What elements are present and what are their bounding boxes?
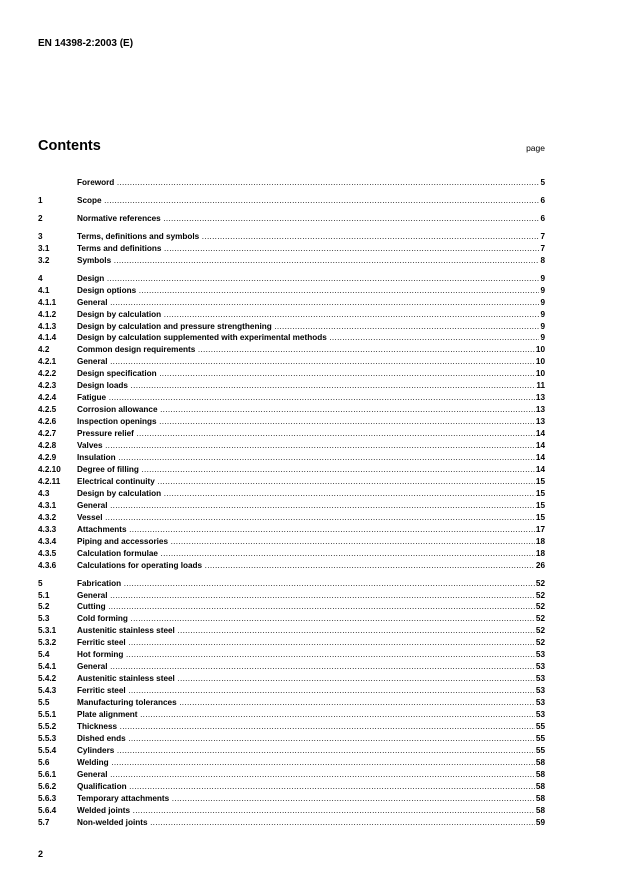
- toc-entry[interactable]: [38, 709, 545, 721]
- toc-entry-number: 4.2.7: [38, 429, 57, 439]
- toc-entry-title: Design options .....: [77, 285, 539, 297]
- toc-entry-title: Thickness .....: [77, 721, 535, 733]
- toc-entry-page: 9: [540, 273, 545, 283]
- toc-entry-title: General .....: [77, 590, 535, 602]
- toc-entry-page: 52: [535, 638, 545, 648]
- toc-entry-page: 59: [535, 817, 545, 827]
- toc-entry[interactable]: [38, 536, 545, 548]
- toc-entry[interactable]: [38, 177, 545, 189]
- toc-entry-page: 11: [536, 381, 545, 391]
- toc-group: [38, 231, 545, 267]
- toc-entry-page: 53: [535, 662, 545, 672]
- toc-entry-number: 4.2.1: [38, 357, 57, 367]
- toc-entry-page: 53: [535, 710, 545, 720]
- toc-entry-number: 5.5: [38, 698, 50, 708]
- toc-entry[interactable]: [38, 649, 545, 661]
- toc-entry-title: General .....: [77, 661, 535, 673]
- toc-entry[interactable]: [38, 285, 545, 297]
- toc-entry[interactable]: [38, 781, 545, 793]
- toc-entry-number: 4.3.6: [38, 560, 57, 570]
- toc-entry-title: Non-welded joints .....: [77, 817, 535, 829]
- toc-entry-title: Insulation .....: [77, 452, 535, 464]
- toc-entry-number: 4.3.5: [38, 548, 57, 558]
- toc-entry[interactable]: [38, 344, 545, 356]
- toc-entry-number: 4.1.4: [38, 333, 57, 343]
- toc-entry[interactable]: [38, 685, 545, 697]
- toc-entry-title: Common design requirements .....: [77, 344, 535, 356]
- toc-entry-number: 4.2.6: [38, 417, 57, 427]
- toc-entry-title: Terms, definitions and symbols .....: [77, 231, 539, 243]
- toc-entry-number: 4.2.2: [38, 369, 57, 379]
- toc-entry-page: 58: [535, 805, 545, 815]
- toc-entry[interactable]: [38, 368, 545, 380]
- toc-entry-number: 5.3.2: [38, 638, 57, 648]
- toc-entry-number: 3: [38, 231, 43, 241]
- toc-entry[interactable]: [38, 332, 545, 344]
- toc-entry-number: 4.2: [38, 345, 50, 355]
- toc-entry-title: General .....: [77, 356, 535, 368]
- toc-entry-title: General .....: [77, 500, 535, 512]
- toc-entry-page: 26: [535, 560, 545, 570]
- toc-entry-page: 55: [535, 733, 545, 743]
- toc-entry[interactable]: [38, 793, 545, 805]
- toc-entry-page: 18: [535, 536, 545, 546]
- toc-entry-page: 6: [540, 195, 545, 205]
- toc-group: [38, 578, 545, 829]
- toc-entry-number: 4.2.4: [38, 393, 57, 403]
- toc-entry-page: 9: [540, 309, 545, 319]
- toc-entry[interactable]: [38, 637, 545, 649]
- toc-entry[interactable]: [38, 416, 545, 428]
- toc-entry-page: 9: [540, 297, 545, 307]
- toc-entry[interactable]: [38, 613, 545, 625]
- toc-entry-title: Electrical continuity .....: [77, 476, 535, 488]
- toc-entry[interactable]: [38, 404, 545, 416]
- toc-entry[interactable]: [38, 601, 545, 613]
- toc-entry-page: 53: [535, 698, 545, 708]
- toc-entry-title: Scope .....: [77, 195, 539, 207]
- toc-entry-title: Qualification .....: [77, 781, 535, 793]
- toc-entry-number: 5.4.3: [38, 686, 57, 696]
- toc-entry-title: Piping and accessories .....: [77, 536, 535, 548]
- toc-entry-page: 15: [535, 500, 545, 510]
- toc-entry-number: 5.4.1: [38, 662, 57, 672]
- toc-entry[interactable]: [38, 721, 545, 733]
- toc-entry-number: 4.1.1: [38, 297, 57, 307]
- toc-entry-number: 3.1: [38, 243, 50, 253]
- toc-entry-page: 53: [535, 686, 545, 696]
- toc-entry-number: 5.4.2: [38, 674, 57, 684]
- toc-entry[interactable]: [38, 321, 545, 333]
- toc-entry-number: 4.2.11: [38, 476, 61, 486]
- toc-entry-number: 4.3.4: [38, 536, 57, 546]
- toc-entry-page: 58: [535, 793, 545, 803]
- toc-entry[interactable]: [38, 697, 545, 709]
- toc-entry-title: Foreword .....: [77, 177, 539, 189]
- toc-entry-page: 13: [535, 393, 545, 403]
- toc-entry-title: Fatigue .....: [77, 392, 535, 404]
- toc-entry[interactable]: [38, 255, 545, 267]
- toc-entry-page: 13: [535, 405, 545, 415]
- toc-entry-title: Design by calculation supplemented with experimental methods .....: [77, 332, 539, 344]
- toc-entry[interactable]: [38, 757, 545, 769]
- toc-entry[interactable]: [38, 356, 545, 368]
- toc-entry[interactable]: [38, 243, 545, 255]
- toc-entry-number: 5.6.2: [38, 781, 57, 791]
- toc-entry-number: 5.6.1: [38, 769, 57, 779]
- toc-entry-title: Cylinders .....: [77, 745, 535, 757]
- toc-entry[interactable]: [38, 560, 545, 572]
- toc-entry-title: Degree of filling .....: [77, 464, 535, 476]
- toc-entry-number: 5.6.4: [38, 805, 57, 815]
- toc-entry[interactable]: [38, 231, 545, 243]
- toc-entry[interactable]: [38, 273, 545, 285]
- page-title: Contents: [38, 138, 101, 154]
- toc-entry[interactable]: [38, 733, 545, 745]
- toc-entry[interactable]: [38, 805, 545, 817]
- toc-entry[interactable]: [38, 428, 545, 440]
- toc-entry-page: 55: [535, 745, 545, 755]
- toc-entry-title: Symbols .....: [77, 255, 539, 267]
- toc-entry-page: 7: [540, 243, 545, 253]
- toc-entry[interactable]: [38, 464, 545, 476]
- toc-entry-title: Inspection openings .....: [77, 416, 535, 428]
- toc-entry-page: 53: [535, 674, 545, 684]
- toc-entry[interactable]: [38, 476, 545, 488]
- toc-entry-page: 55: [535, 721, 545, 731]
- toc-entry-title: Calculation formulae .....: [77, 548, 535, 560]
- toc-entry-page: 58: [535, 769, 545, 779]
- toc-entry-number: 4.3.2: [38, 512, 57, 522]
- toc-entry[interactable]: [38, 673, 545, 685]
- toc-entry-number: 5.3.1: [38, 626, 57, 636]
- toc-entry-number: 5: [38, 578, 43, 588]
- toc-entry-title: Corrosion allowance .....: [77, 404, 535, 416]
- toc-entry-page: 52: [535, 578, 545, 588]
- page-number: 2: [38, 849, 44, 859]
- toc-entry-title: Design .....: [77, 273, 539, 285]
- toc-entry[interactable]: [38, 817, 545, 829]
- toc-group: [38, 273, 545, 572]
- toc-group: [38, 195, 545, 207]
- toc-entry-title: Design by calculation and pressure strengthening .....: [77, 321, 539, 333]
- toc-entry-title: Cutting .....: [77, 601, 535, 613]
- toc-group: [38, 177, 545, 189]
- toc-entry[interactable]: [38, 524, 545, 536]
- table-of-contents: [38, 177, 545, 829]
- toc-entry-page: 10: [535, 345, 545, 355]
- toc-entry-page: 13: [535, 417, 545, 427]
- toc-entry-page: 14: [535, 453, 545, 463]
- toc-entry[interactable]: [38, 309, 545, 321]
- toc-entry-title: Terms and definitions .....: [77, 243, 539, 255]
- toc-entry-page: 17: [535, 524, 545, 534]
- toc-entry-title: Pressure relief .....: [77, 428, 535, 440]
- toc-entry-number: 5.1: [38, 590, 50, 600]
- toc-entry-number: 4.1.3: [38, 321, 57, 331]
- toc-entry-title: Design loads .....: [77, 380, 535, 392]
- toc-entry-title: Austenitic stainless steel .....: [77, 673, 535, 685]
- document-header: EN 14398-2:2003 (E): [38, 38, 134, 49]
- toc-entry-title: Plate alignment .....: [77, 709, 535, 721]
- toc-entry-title: Design specification .....: [77, 368, 535, 380]
- toc-entry-page: 53: [535, 650, 545, 660]
- page-column-label: page: [526, 143, 545, 153]
- toc-entry-title: Vessel .....: [77, 512, 535, 524]
- toc-entry-title: Hot forming .....: [77, 649, 535, 661]
- toc-entry-page: 5: [540, 178, 545, 187]
- toc-entry[interactable]: [38, 769, 545, 781]
- toc-entry-number: 4.1: [38, 285, 50, 295]
- toc-entry-page: 14: [535, 429, 545, 439]
- toc-entry-page: 10: [535, 357, 545, 367]
- toc-entry[interactable]: [38, 512, 545, 524]
- toc-entry-title: General .....: [77, 297, 539, 309]
- toc-entry-page: 52: [535, 626, 545, 636]
- toc-entry-page: 9: [540, 333, 545, 343]
- toc-entry-number: 4.3.1: [38, 500, 57, 510]
- toc-entry-page: 52: [535, 614, 545, 624]
- toc-entry-page: 58: [535, 757, 545, 767]
- toc-entry-number: [38, 177, 77, 189]
- toc-entry-number: 4.2.10: [38, 464, 61, 474]
- toc-entry-number: 3.2: [38, 255, 50, 265]
- toc-entry-page: 9: [540, 285, 545, 295]
- toc-entry[interactable]: [38, 590, 545, 602]
- toc-entry-page: 14: [535, 441, 545, 451]
- toc-entry[interactable]: [38, 213, 545, 225]
- toc-entry[interactable]: [38, 500, 545, 512]
- toc-entry-page: 10: [535, 369, 545, 379]
- toc-entry-page: 15: [535, 476, 545, 486]
- toc-entry[interactable]: [38, 625, 545, 637]
- toc-entry-page: 6: [540, 213, 545, 223]
- toc-entry-number: 4.2.3: [38, 381, 57, 391]
- toc-entry-page: 15: [535, 512, 545, 522]
- toc-entry-number: 4.2.9: [38, 453, 57, 463]
- toc-entry[interactable]: [38, 488, 545, 500]
- toc-entry-number: 1: [38, 195, 43, 205]
- toc-entry-page: 52: [535, 590, 545, 600]
- toc-entry-title: Dished ends .....: [77, 733, 535, 745]
- toc-entry[interactable]: [38, 392, 545, 404]
- toc-entry-number: 5.6: [38, 757, 50, 767]
- toc-entry-title: Cold forming .....: [77, 613, 535, 625]
- toc-entry[interactable]: [38, 380, 545, 392]
- toc-entry[interactable]: [38, 297, 545, 309]
- toc-entry[interactable]: [38, 745, 545, 757]
- toc-entry-title: General .....: [77, 769, 535, 781]
- toc-entry-title: Design by calculation .....: [77, 309, 539, 321]
- toc-entry-number: 5.5.3: [38, 733, 57, 743]
- toc-entry-number: 4.2.5: [38, 405, 57, 415]
- toc-entry-title: Design by calculation .....: [77, 488, 535, 500]
- toc-entry[interactable]: [38, 548, 545, 560]
- toc-entry-number: 5.5.2: [38, 721, 57, 731]
- toc-entry-number: 4.3: [38, 488, 50, 498]
- toc-entry-title: Ferritic steel .....: [77, 685, 535, 697]
- toc-group: [38, 213, 545, 225]
- toc-entry[interactable]: [38, 195, 545, 207]
- toc-entry[interactable]: [38, 440, 545, 452]
- toc-entry-number: 2: [38, 213, 43, 223]
- toc-entry-title: Attachments .....: [77, 524, 535, 536]
- toc-entry-number: 4: [38, 273, 43, 283]
- toc-entry[interactable]: [38, 452, 545, 464]
- toc-entry-number: 4.1.2: [38, 309, 57, 319]
- toc-entry[interactable]: [38, 578, 545, 590]
- toc-entry-number: 5.7: [38, 817, 50, 827]
- toc-entry-title: Manufacturing tolerances .....: [77, 697, 535, 709]
- toc-entry-number: 5.2: [38, 602, 50, 612]
- toc-entry-number: 4.3.3: [38, 524, 57, 534]
- toc-entry-page: 58: [535, 781, 545, 791]
- toc-entry-title: Welding .....: [77, 757, 535, 769]
- toc-entry-number: 5.3: [38, 614, 50, 624]
- toc-entry-number: 5.5.4: [38, 745, 57, 755]
- toc-entry-number: 4.2.8: [38, 441, 57, 451]
- toc-entry-title: Welded joints .....: [77, 805, 535, 817]
- toc-entry-page: 52: [535, 602, 545, 612]
- toc-entry-number: 5.6.3: [38, 793, 57, 803]
- toc-entry-title: Calculations for operating loads .....: [77, 560, 535, 572]
- toc-entry-number: 5.4: [38, 650, 50, 660]
- toc-entry-page: 8: [540, 255, 545, 265]
- toc-entry-title: Ferritic steel .....: [77, 637, 535, 649]
- toc-entry-title: Temporary attachments .....: [77, 793, 535, 805]
- toc-entry[interactable]: [38, 661, 545, 673]
- toc-entry-page: 15: [535, 488, 545, 498]
- toc-entry-title: Fabrication .....: [77, 578, 535, 590]
- toc-entry-title: Valves .....: [77, 440, 535, 452]
- toc-entry-page: 7: [540, 231, 545, 241]
- toc-entry-page: 18: [535, 548, 545, 558]
- toc-entry-title: Austenitic stainless steel .....: [77, 625, 535, 637]
- toc-entry-title: Normative references .....: [77, 213, 539, 225]
- toc-entry-number: 5.5.1: [38, 710, 57, 720]
- toc-entry-page: 9: [540, 321, 545, 331]
- toc-entry-page: 14: [535, 464, 545, 474]
